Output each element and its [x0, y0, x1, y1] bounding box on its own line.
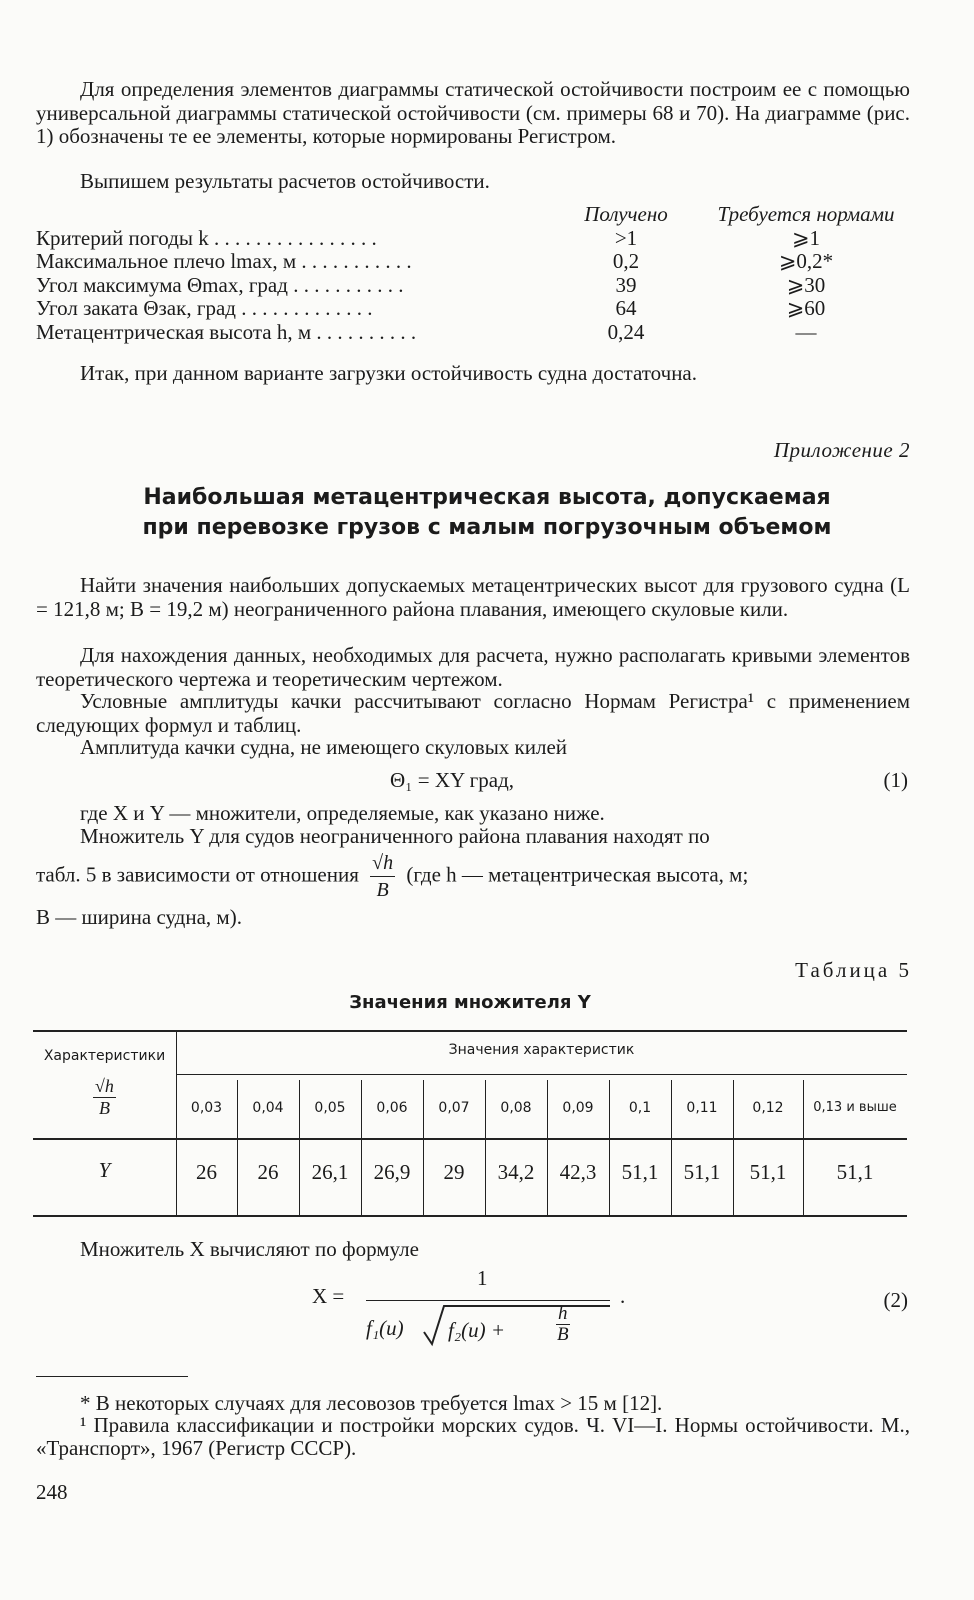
table-header-cell: 0,12: [752, 1100, 784, 1116]
table-header-cell: 0,04: [252, 1100, 284, 1116]
table-row: [36, 321, 916, 345]
table-row: [36, 250, 916, 274]
row-label: Угол максимума Θmax, град . . . . . . . . . . .: [36, 272, 404, 297]
table-value-cell: 26: [196, 1160, 217, 1184]
table-header-cell: 0,08: [500, 1100, 532, 1116]
footnote-asterisk: * В некоторых случаях для лесовозов требуется lmax > 15 м [12].: [80, 1391, 663, 1415]
row-label: Максимальное плечо lmax, м . . . . . . . . . . .: [36, 249, 412, 273]
row-req: ⩾1: [791, 225, 821, 250]
table-value-cell: 26: [257, 1160, 279, 1184]
table-header-cell: 0,13 и выше: [813, 1100, 897, 1115]
table-value-cell: 51,1: [621, 1160, 659, 1184]
table-header-cell: 0,06: [376, 1100, 408, 1116]
row-req: ⩾30: [786, 272, 826, 297]
appendix-label: Приложение 2: [773, 438, 910, 462]
formula-2-b: B: [556, 1324, 569, 1345]
row-label: Угол заката Θзак, град . . . . . . . . . . . . .: [36, 296, 373, 320]
paragraph-amplitudes: Условные амплитуды качки рассчитывают согласно Нормам Регистра¹ с применением следующих формул и таблиц.: [36, 689, 910, 737]
section-title: [0, 483, 974, 543]
ratio-text-after: (где h — метацентрическая высота, м;: [406, 862, 749, 887]
ratio-row-fraction: [93, 1076, 116, 1119]
table-value-cell: 42,3: [559, 1160, 597, 1184]
row-req: ⩾60: [786, 296, 826, 320]
row-req: ⩾0,2*: [778, 249, 834, 273]
ratio-row-numerator: √h: [95, 1076, 114, 1096]
paragraph-conclusion: Итак, при данном варианте загрузки остойчивость судна достаточна.: [80, 361, 697, 385]
paragraph-task: Найти значения наибольших допускаемых метацентрических высот для грузового судна (L = 121,8 м; B = 19,2 м) неограниченного района плавания, имеющего скуловые кили.: [36, 573, 910, 621]
row-got: 0,24: [607, 319, 645, 344]
formula-2-h-over-b: [556, 1304, 570, 1345]
page-number: 248: [36, 1480, 68, 1504]
table-value-cell: 26,1: [311, 1160, 349, 1184]
table-value-cell: 51,1: [749, 1160, 787, 1184]
row-got: 64: [615, 296, 637, 320]
table-number: Таблица 5: [795, 958, 912, 982]
table-title: Значения множителя Y: [349, 992, 591, 1013]
row-got: 39: [615, 272, 637, 297]
formula-2-h: h: [558, 1303, 568, 1324]
row-req: —: [795, 319, 817, 344]
table-header-cell: 0,03: [190, 1100, 223, 1116]
table-value-cell: 29: [443, 1160, 465, 1184]
table-value-cell: 34,2: [497, 1160, 535, 1184]
ratio-denominator: B: [376, 879, 389, 901]
formula-1: Θ₁ = XY град,: [390, 768, 515, 792]
formula-2-f1: f₁(u): [366, 1316, 404, 1340]
equation-number-1: (1): [883, 768, 908, 792]
ratio-numerator: √h: [370, 850, 395, 877]
paragraph-stability-diagram: Для определения элементов диаграммы статической остойчивости построим ее с помощью универсальной диаграммы статической остойчивости (см. примеры 68 и 70). На диаграмме (рис. 1) обозначены те ее элементы, которые нормированы Регистром.: [36, 77, 910, 148]
footnote-1: ¹ Правила классификации и постройки морских судов. Ч. VI—I. Нормы остойчивости. М., «Транспорт», 1967 (Регистр СССР).: [36, 1413, 910, 1460]
title-line-2: при перевозке грузов с малым погрузочным объемом: [142, 515, 832, 540]
ratio-fraction: [370, 850, 395, 903]
ratio-row-label: [33, 1076, 176, 1119]
paragraph-data-needed: Для нахождения данных, необходимых для расчета, нужно располагать кривыми элементов теоретического чертежа и теоретическим чертежом.: [36, 643, 910, 691]
paragraph-ship-width: B — ширина судна, м).: [36, 905, 242, 929]
stability-results-table: [36, 203, 916, 344]
row-label: Критерий погоды k . . . . . . . . . . . . . . . .: [36, 225, 377, 250]
table-row: [36, 274, 916, 298]
y-row-label: Y: [98, 1158, 111, 1182]
paragraph-where-xy: где X и Y — множители, определяемые, как указано ниже.: [80, 801, 605, 825]
header-characteristics: Характеристики: [43, 1048, 166, 1064]
table-header-cell: 0,05: [314, 1100, 346, 1116]
title-line-1: Наибольшая метацентрическая высота, допускаемая: [143, 485, 831, 510]
paragraph-multiplier-y: Множитель Y для судов неограниченного района плавания находят по: [80, 824, 710, 848]
footnote-separator: [36, 1376, 188, 1377]
formula-2-numerator: 1: [477, 1266, 488, 1290]
row-got: 0,2: [612, 249, 640, 273]
equation-number-2: (2): [883, 1288, 908, 1312]
row-got: >1: [614, 225, 638, 250]
table-value-cell: 26,9: [373, 1160, 411, 1184]
paragraph-roll-amplitude: Амплитуда качки судна, не имеющего скуловых килей: [80, 735, 568, 759]
ratio-row-denominator: B: [98, 1098, 110, 1118]
table-header-cell: 0,09: [562, 1100, 594, 1116]
formula-2-lhs: X =: [312, 1284, 345, 1308]
multiplier-y-table: [33, 1030, 907, 1218]
formula-2-f2: f₂(u) +: [448, 1318, 506, 1342]
table-row: [36, 297, 916, 321]
table-header-cell: 0,07: [438, 1100, 470, 1116]
row-label: Метацентрическая высота h, м . . . . . . . . . .: [36, 319, 417, 344]
ratio-text-before: табл. 5 в зависимости от отношения: [36, 862, 359, 887]
table-header-cell: 0,1: [628, 1100, 652, 1116]
formula-2-fraction-bar: [366, 1300, 610, 1301]
paragraph-results-intro: Выпишем результаты расчетов остойчивости.: [80, 169, 490, 193]
header-characteristic-values: Значения характеристик: [448, 1042, 635, 1058]
col-header-got: Получено: [584, 202, 668, 226]
col-header-required: Требуется нормами: [717, 202, 895, 226]
book-page: Для определения элементов диаграммы статической остойчивости построим ее с помощью универсальной диаграммы статической остойчивости (см. примеры 68 и 70). На диаграмме (рис. 1) обозначены те ее элементы, которые нормированы Регистром. Выпишем результаты расчетов остойчивости. Получено Требуется нормами Критерий погоды k . . . . . . . . . . . . . . . . >1 ⩾1 Максимальное плечо lmax, м . . . . . . . . . . . 0,2 ⩾0,2* Угол максимума Θmax, град . . . . . . . . . . . 39 ⩾30 Угол заката Θзак, град . . . . . . . . . . . . . 64 ⩾60 Метацентрическая высота h, м . . . . . . . . . . 0,24 — Итак, при данном варианте загрузки остойчивость судна достаточна. Приложение 2 Наибольшая метацентрическая высота, допускаемая при перевозке грузов с малым погрузочным объемом Найти значения наибольших допускаемых метацентрических высот для грузового судна (L = 121,8 м; B = 19,2 м) неограниченного района плавания, имеющего скуловые кили. Для нахождения данных, необходимых для расчета, нужно располагать кривыми элементов теоретического чертежа и теоретическим чертежом. Условные амплитуды качки рассчитывают согласно Нормам Регистра¹ с применением следующих формул и таблиц. Амплитуда качки судна, не имеющего скуловых килей Θ₁ = XY град, (1) где X и Y — множители, определяемые, как указано ниже. Множитель Y для судов неограниченного района плавания находят по табл. 5 в зависимости от отношения $\frac{√h}{B}$ (где h — метацентрическая высота, м; B — ширина судна, м). Таблица 5 Значения множителя Y Характеристики Значения характеристик $\frac{√h}{B}$ Y 0,03 26 0,04 26 0,05 26,1 0,06 26,9 0,07 29 0,08 34,2 0,09 42,3 0,1 51,1 0,11 51,1 0,12 51,1 0,13 и выше 51,1 Множитель X вычисляют по формуле X = 1 f₁(u) f₂(u) + $\frac{h}{B}$ . (2) * В некоторых случаях для лесовозов требуется lmax > 15 м [12]. ¹ Правила классификации и постройки морских судов. Ч. VI—I. Нормы остойчивости. М., «Транспорт», 1967 (Регистр СССР). 248: [0, 0, 974, 1600]
formula-2-h-over-b-fraction: [556, 1304, 570, 1345]
table-value-cell: 51,1: [836, 1160, 874, 1184]
table-header-cell: 0,11: [686, 1100, 718, 1116]
table-value-cell: 51,1: [683, 1160, 721, 1184]
paragraph-multiplier-x: Множитель X вычисляют по формуле: [80, 1237, 419, 1261]
table-row: [36, 227, 916, 251]
paragraph-ratio: [36, 850, 910, 903]
